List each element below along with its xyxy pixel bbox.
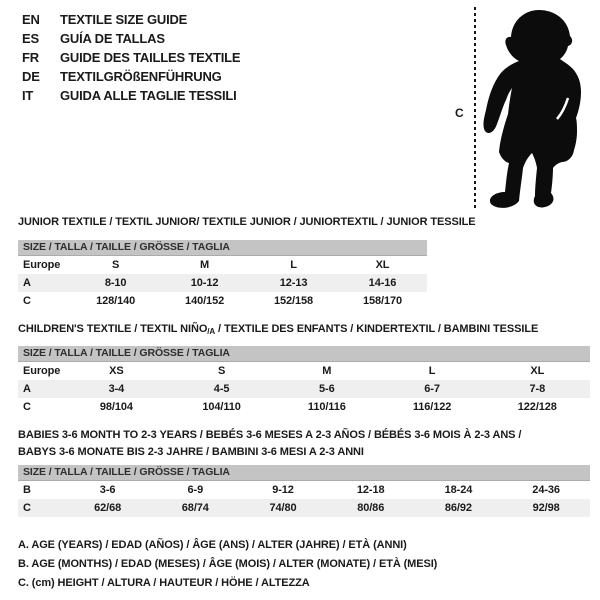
table-row bbox=[18, 481, 590, 499]
size-cell: XS bbox=[109, 365, 124, 377]
size-cell: S bbox=[217, 365, 226, 377]
lang-row-es bbox=[22, 29, 240, 48]
children-title-prefix: CHILDREN'S TEXTILE / TEXTIL NIÑO bbox=[18, 323, 208, 335]
table-row bbox=[18, 292, 427, 310]
age-cell: 12-18 bbox=[356, 484, 385, 496]
babies-section-title bbox=[18, 427, 521, 461]
row-label: Europe bbox=[23, 259, 61, 271]
height-cell: 140/152 bbox=[185, 295, 225, 307]
age-cell: 7-8 bbox=[529, 383, 546, 395]
age-cell: 3-4 bbox=[108, 383, 125, 395]
age-cell: 18-24 bbox=[444, 484, 473, 496]
size-cell: L bbox=[290, 259, 297, 271]
lang-row-de bbox=[22, 67, 240, 86]
height-cell: 74/80 bbox=[269, 502, 297, 514]
row-label: C bbox=[23, 401, 31, 413]
table-row bbox=[18, 398, 590, 416]
age-cell: 10-12 bbox=[190, 277, 219, 289]
age-cell: 4-5 bbox=[213, 383, 230, 395]
height-cell: 128/140 bbox=[96, 295, 136, 307]
size-cell: XL bbox=[530, 365, 545, 377]
age-cell: 24-36 bbox=[532, 484, 560, 496]
row-label: C bbox=[23, 502, 31, 514]
size-cell: XL bbox=[375, 259, 390, 271]
junior-size-table bbox=[18, 240, 427, 310]
size-cell: M bbox=[200, 259, 210, 271]
height-measure-dashed-line bbox=[474, 7, 476, 208]
age-cell: 12-13 bbox=[279, 277, 308, 289]
table-row bbox=[18, 256, 427, 274]
language-header bbox=[22, 10, 240, 105]
table-row bbox=[18, 362, 590, 380]
height-cell: 116/122 bbox=[412, 401, 452, 413]
lang-row-it bbox=[22, 86, 240, 105]
lang-code: EN bbox=[22, 12, 40, 27]
lang-row-fr bbox=[22, 48, 240, 67]
row-label: A bbox=[23, 383, 31, 395]
age-cell: 6-7 bbox=[424, 383, 440, 395]
lang-code: ES bbox=[22, 31, 39, 46]
children-title-suffix: / TEXTILE DES ENFANTS / KINDERTEXTIL / BAMBINI TESSILE bbox=[215, 323, 539, 335]
junior-section-title: JUNIOR TEXTILE / TEXTIL JUNIOR/ TEXTILE JUNIOR / JUNIORTEXTIL / JUNIOR TESSILE bbox=[18, 216, 476, 228]
age-cell: 9-12 bbox=[272, 484, 294, 496]
height-cell: 104/110 bbox=[202, 401, 241, 413]
footnote-b: B. AGE (MONTHS) / EDAD (MESES) / ÂGE (MOIS) / ALTER (MONATE) / ETÀ (MESI) bbox=[18, 558, 438, 570]
table-row bbox=[18, 380, 590, 398]
height-cell: 80/86 bbox=[357, 502, 385, 514]
height-cell: 158/170 bbox=[362, 295, 403, 307]
height-cell: 68/74 bbox=[181, 502, 209, 514]
babies-title-line2: BABYS 3-6 MONATE BIS 2-3 JAHRE / BAMBINI 3-6 MESI A 2-3 ANNI bbox=[18, 446, 364, 458]
babies-size-table bbox=[18, 465, 590, 517]
age-cell: 3-6 bbox=[99, 484, 116, 496]
footnote-c: C. (cm) HEIGHT / ALTURA / HAUTEUR / HÖHE / ALTEZZA bbox=[18, 577, 310, 589]
size-header-band: SIZE / TALLA / TAILLE / GRÖSSE / TAGLIA bbox=[18, 346, 590, 362]
table-row bbox=[18, 499, 590, 517]
size-header-band: SIZE / TALLA / TAILLE / GRÖSSE / TAGLIA bbox=[18, 240, 427, 256]
lang-title: TEXTILE SIZE GUIDE bbox=[60, 12, 188, 27]
children-size-table bbox=[18, 346, 590, 416]
height-cell: 98/104 bbox=[99, 401, 133, 413]
row-label: A bbox=[23, 277, 31, 289]
age-cell: 5-6 bbox=[319, 383, 335, 395]
size-cell: S bbox=[112, 259, 120, 271]
height-cell: 152/158 bbox=[274, 295, 314, 307]
age-cell: 6-9 bbox=[187, 484, 204, 496]
height-cell: 92/98 bbox=[532, 502, 560, 514]
row-label: C bbox=[23, 295, 31, 307]
age-cell: 14-16 bbox=[368, 277, 397, 289]
row-label: Europe bbox=[23, 365, 61, 377]
lang-title: GUIDE DES TAILLES TEXTILE bbox=[60, 50, 241, 65]
children-title-subscript: /A bbox=[207, 327, 216, 336]
age-cell: 8-10 bbox=[104, 277, 127, 289]
lang-row-en bbox=[22, 10, 240, 29]
lang-title: GUIDA ALLE TAGLIE TESSILI bbox=[60, 88, 237, 103]
table-row bbox=[18, 274, 427, 292]
footnote-a: A. AGE (YEARS) / EDAD (AÑOS) / ÂGE (ANS) / ALTER (JAHRE) / ETÀ (ANNI) bbox=[18, 539, 407, 551]
children-section-title bbox=[18, 321, 538, 340]
size-header-band: SIZE / TALLA / TAILLE / GRÖSSE / TAGLIA bbox=[18, 465, 590, 481]
size-cell: L bbox=[428, 365, 436, 377]
lang-code: DE bbox=[22, 69, 40, 84]
footnotes bbox=[18, 536, 437, 593]
babies-title-line1: BABIES 3-6 MONTH TO 2-3 YEARS / BEBÉS 3-6 MESES A 2-3 AÑOS / BÉBÉS 3-6 MOIS À 2-3 ANS / bbox=[18, 429, 522, 441]
lang-code: FR bbox=[22, 50, 39, 65]
lang-title: GUÍA DE TALLAS bbox=[60, 31, 165, 46]
toddler-silhouette-image bbox=[479, 6, 591, 212]
height-measure-label: C bbox=[455, 106, 464, 120]
height-cell: 86/92 bbox=[444, 502, 472, 514]
size-cell: M bbox=[322, 365, 332, 377]
height-cell: 62/68 bbox=[94, 502, 122, 514]
lang-title: TEXTILGRÖßENFÜHRUNG bbox=[60, 69, 222, 84]
height-cell: 110/116 bbox=[307, 401, 346, 413]
height-cell: 122/128 bbox=[517, 401, 557, 413]
lang-code: IT bbox=[22, 88, 34, 103]
row-label: B bbox=[23, 484, 31, 496]
